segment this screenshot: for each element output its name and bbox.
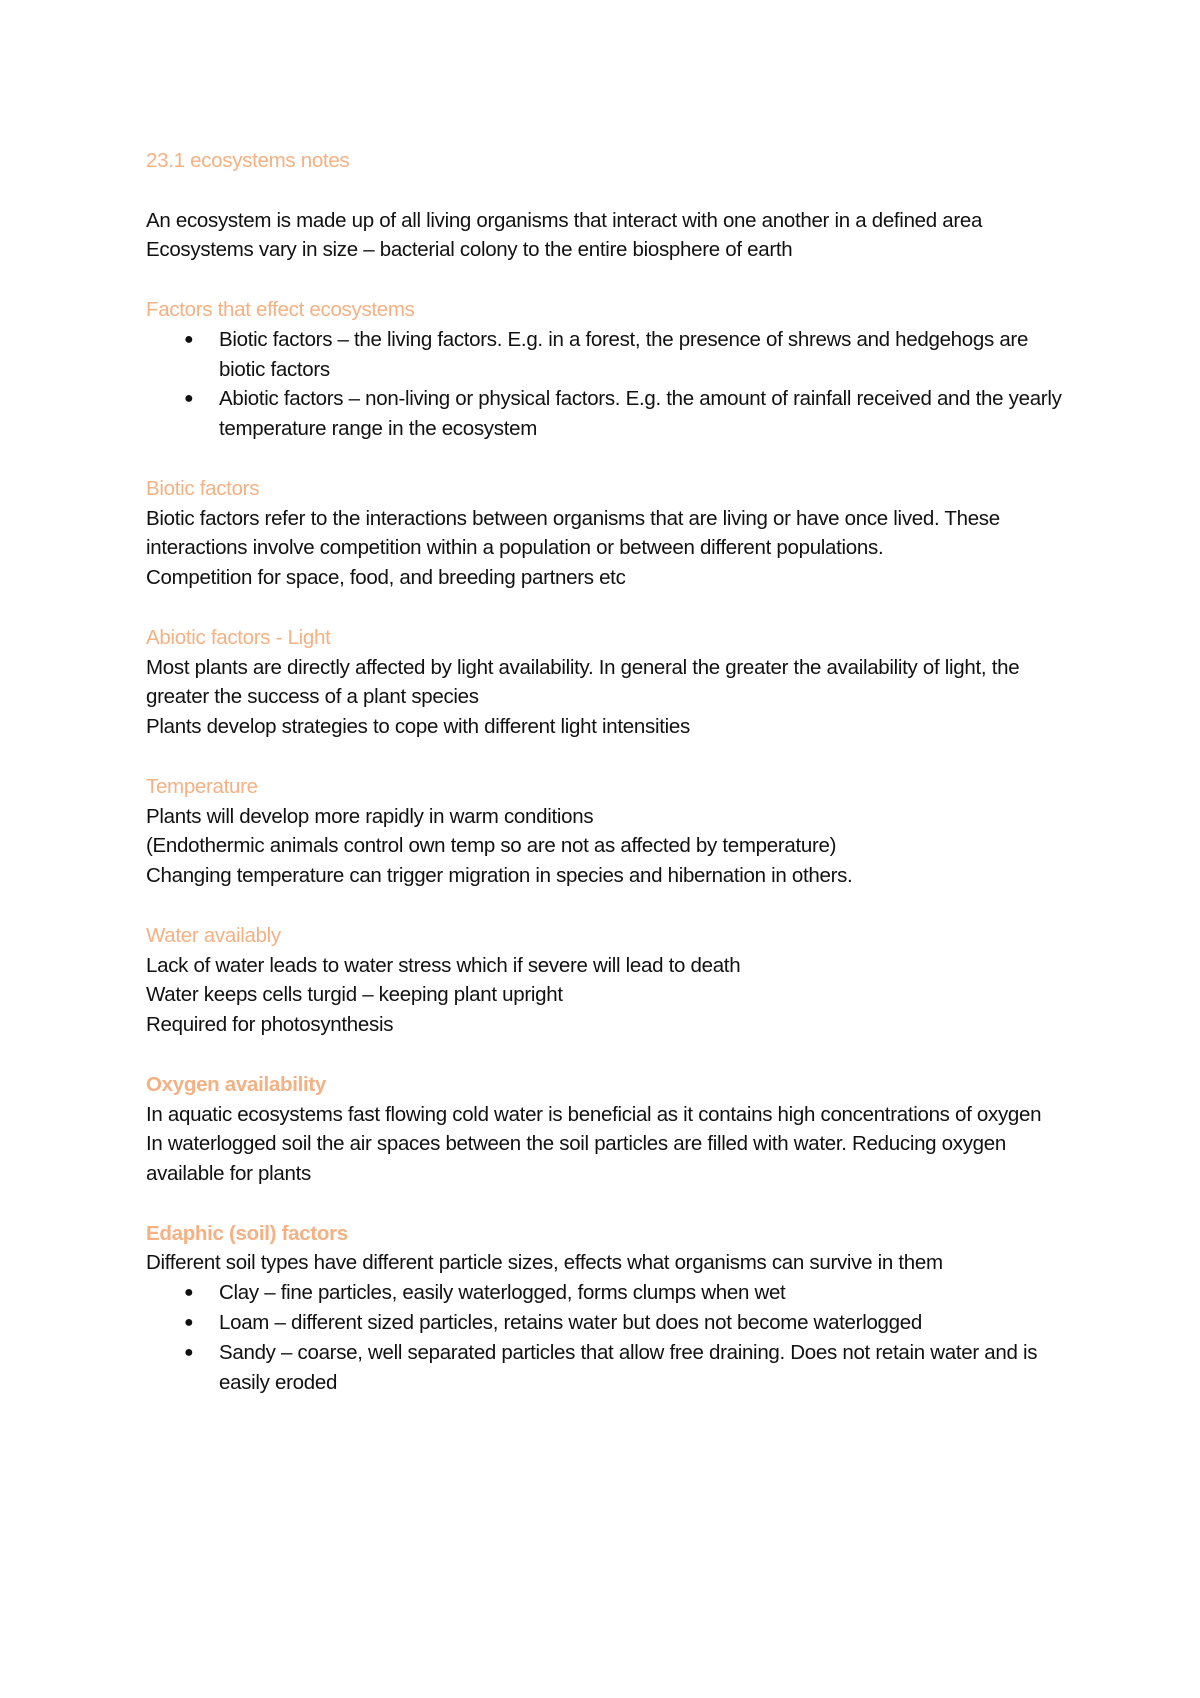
oxygen-line: In waterlogged soil the air spaces between the soil particles are filled with water. Reducing oxygen available for plants	[146, 1132, 1006, 1186]
spacer	[146, 1189, 1066, 1219]
bullet-icon: ●	[184, 1314, 194, 1332]
bullet-icon: ●	[184, 1343, 194, 1361]
list-item	[146, 325, 1066, 385]
spacer	[146, 265, 1066, 295]
factors-list	[146, 325, 1066, 444]
light-line: Plants develop strategies to cope with different light intensities	[146, 715, 690, 739]
oxygen-line: In aquatic ecosystems fast flowing cold water is beneficial as it contains high concentrations of oxygen	[146, 1102, 1042, 1126]
bullet-icon: ●	[184, 1284, 194, 1302]
light-line: Most plants are directly affected by light availability. In general the greater the availability of light, the greater the success of a plant species	[146, 655, 1020, 709]
list-item-text: Abiotic factors – non-living or physical factors. E.g. the amount of rainfall received and the yearly temperature range in the ecosystem	[219, 387, 1062, 441]
biotic-line: Competition for space, food, and breeding partners etc	[146, 566, 626, 590]
section-heading-biotic: Biotic factors	[146, 476, 260, 500]
list-item-text: Clay – fine particles, easily waterlogged, forms clumps when wet	[219, 1281, 786, 1305]
section-heading-edaphic: Edaphic (soil) factors	[146, 1221, 348, 1245]
temperature-line: Plants will develop more rapidly in warm conditions	[146, 804, 594, 828]
spacer	[146, 444, 1066, 474]
spacer	[146, 176, 1066, 206]
temperature-line: Changing temperature can trigger migration in species and hibernation in others.	[146, 864, 853, 888]
intro-line: An ecosystem is made up of all living organisms that interact with one another in a defined area	[146, 208, 983, 232]
list-item	[146, 1278, 1066, 1308]
spacer	[146, 593, 1066, 623]
intro-line: Ecosystems vary in size – bacterial colony to the entire biosphere of earth	[146, 238, 793, 262]
document-page	[146, 146, 1066, 1397]
section-heading-oxygen: Oxygen availability	[146, 1072, 327, 1096]
section-heading-water: Water availably	[146, 923, 281, 947]
spacer	[146, 1040, 1066, 1070]
water-line: Required for photosynthesis	[146, 1013, 394, 1037]
list-item-text: Biotic factors – the living factors. E.g. in a forest, the presence of shrews and hedgehogs are biotic factors	[219, 327, 1029, 381]
list-item-text: Loam – different sized particles, retains water but does not become waterlogged	[219, 1311, 922, 1335]
bullet-icon: ●	[184, 330, 194, 348]
water-line: Water keeps cells turgid – keeping plant upright	[146, 983, 563, 1007]
soil-types-list	[146, 1278, 1066, 1397]
temperature-line: (Endothermic animals control own temp so are not as affected by temperature)	[146, 834, 837, 858]
biotic-line: Biotic factors refer to the interactions between organisms that are living or have once lived. These interactions involve competition within a population or between different populations.	[146, 506, 1000, 560]
spacer	[146, 891, 1066, 921]
water-line: Lack of water leads to water stress which if severe will lead to death	[146, 953, 741, 977]
list-item-text: Sandy – coarse, well separated particles that allow free draining. Does not retain water and is easily eroded	[219, 1340, 1038, 1394]
edaphic-intro: Different soil types have different particle sizes, effects what organisms can survive in them	[146, 1251, 943, 1275]
section-heading-light: Abiotic factors - Light	[146, 625, 331, 649]
section-heading-temperature: Temperature	[146, 774, 258, 798]
list-item	[146, 1338, 1066, 1398]
bullet-icon: ●	[184, 390, 194, 408]
list-item	[146, 384, 1066, 444]
document-title: 23.1 ecosystems notes	[146, 149, 350, 172]
list-item	[146, 1308, 1066, 1338]
spacer	[146, 742, 1066, 772]
section-heading-factors: Factors that effect ecosystems	[146, 297, 415, 321]
